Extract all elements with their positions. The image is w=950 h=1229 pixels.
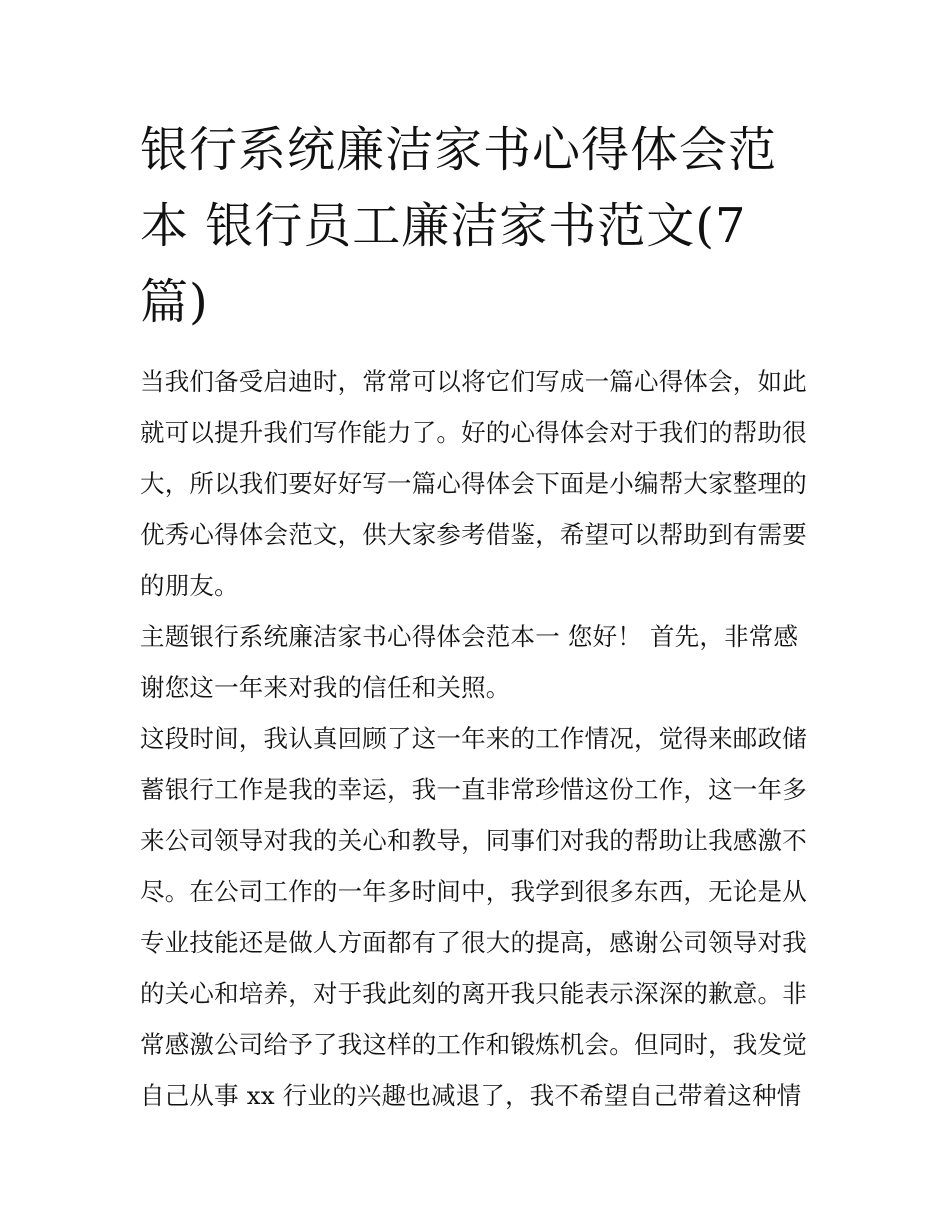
text-line: 常感激公司给予了我这样的工作和锻炼机会。但同时，我发觉 (140, 1030, 807, 1059)
paragraph-greeting (140, 611, 820, 713)
text-line: 来公司领导对我的关心和教导，同事们对我的帮助让我感激不 (140, 826, 807, 855)
document-body (140, 356, 820, 1121)
text-line: 就可以提升我们写作能力了。好的心得体会对于我们的帮助很 (140, 418, 807, 447)
title-line-3: 篇) (140, 274, 209, 330)
title-line-2: 本 银行员工廉洁家书范文(7 (140, 198, 747, 254)
text-line: 大，所以我们要好好写一篇心得体会下面是小编帮大家整理的 (140, 469, 807, 498)
text-line: 的关心和培养，对于我此刻的离开我只能表示深深的歉意。非 (140, 979, 807, 1008)
text-line: 谢您这一年来对我的信任和关照。 (140, 673, 511, 702)
text-line: 优秀心得体会范文，供大家参考借鉴，希望可以帮助到有需要 (140, 520, 807, 549)
text-line: 这段时间，我认真回顾了这一年来的工作情况，觉得来邮政储 (140, 724, 807, 753)
text-line: 主题银行系统廉洁家书心得体会范本一 您好！ 首先，非常感 (140, 622, 799, 651)
text-line: 专业技能还是做人方面都有了很大的提高，感谢公司领导对我 (140, 928, 807, 957)
paragraph-main (140, 713, 820, 1121)
text-line: 蓄银行工作是我的幸运，我一直非常珍惜这份工作，这一年多 (140, 775, 807, 804)
paragraph-intro (140, 356, 820, 611)
document-title (140, 112, 820, 340)
text-line: 的朋友。 (140, 571, 239, 600)
text-line: 当我们备受启迪时，常常可以将它们写成一篇心得体会，如此 (140, 367, 807, 396)
title-line-1: 银行系统廉洁家书心得体会范 (140, 122, 778, 178)
text-line: 尽。在公司工作的一年多时间中，我学到很多东西，无论是从 (140, 877, 807, 906)
text-line: 自己从事 xx 行业的兴趣也减退了，我不希望自己带着这种情 (140, 1081, 802, 1110)
